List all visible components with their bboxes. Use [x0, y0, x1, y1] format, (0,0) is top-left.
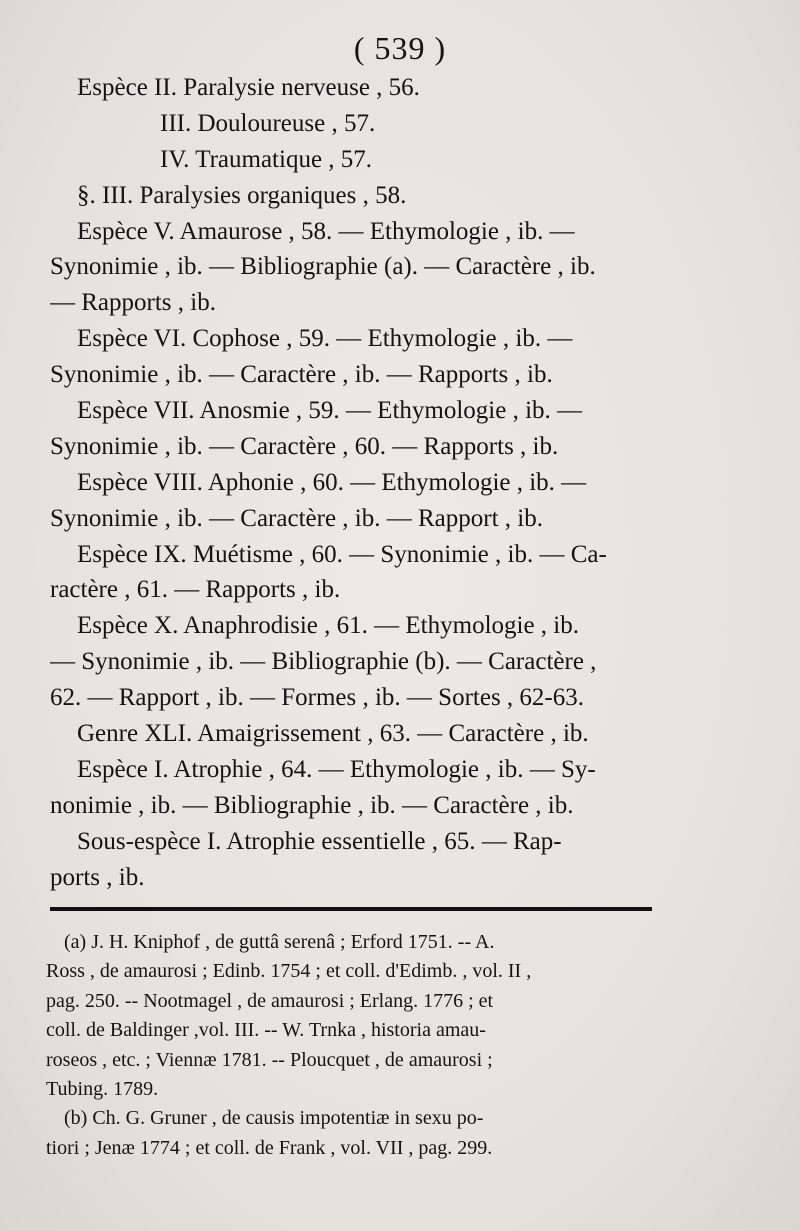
footnote-divider	[50, 907, 652, 911]
footnote-line: coll. de Baldinger ,vol. III. -- W. Trnka , historia amau-	[46, 1019, 486, 1042]
index-line: Genre XLI. Amaigrissement , 63. — Caractère , ib.	[77, 720, 589, 748]
footnote-line: Tubing. 1789.	[46, 1077, 159, 1100]
footnote-line: Ross , de amaurosi ; Edinb. 1754 ; et coll. d'Edimb. , vol. II ,	[46, 960, 532, 983]
index-line: Synonimie , ib. — Caractère , ib. — Rapports , ib.	[50, 361, 553, 389]
index-line: Espèce X. Anaphrodisie , 61. — Ethymologie , ib.	[77, 612, 580, 640]
index-line: ractère , 61. — Rapports , ib.	[50, 576, 341, 604]
footnote-line: pag. 250. -- Nootmagel , de amaurosi ; Erlang. 1776 ; et	[46, 989, 494, 1012]
footnote-line: roseos , etc. ; Viennæ 1781. -- Ploucquet , de amaurosi ;	[46, 1048, 493, 1071]
footnote-line: (a) J. H. Kniphof , de guttâ serenâ ; Erford 1751. -- A.	[64, 931, 495, 953]
index-line: III. Douloureuse , 57.	[160, 109, 376, 137]
index-line: Espèce I. Atrophie , 64. — Ethymologie , ib. — Sy-	[77, 755, 596, 783]
index-line: — Synonimie , ib. — Bibliographie (b). — Caractère ,	[50, 648, 597, 676]
index-line: 62. — Rapport , ib. — Formes , ib. — Sortes , 62-63.	[50, 684, 585, 712]
footnote-line: tiori ; Jenæ 1774 ; et coll. de Frank , vol. VII , pag. 299.	[46, 1136, 493, 1159]
index-line: Espèce II. Paralysie nerveuse , 56.	[77, 74, 420, 101]
index-body	[50, 70, 660, 895]
index-line: Sous-espèce I. Atrophie essentielle , 65. — Rap-	[77, 827, 562, 855]
index-line: Espèce VIII. Aphonie , 60. — Ethymologie , ib. —	[77, 468, 587, 496]
index-line: ports , ib.	[50, 863, 145, 891]
footnotes	[46, 928, 660, 1163]
index-line: Synonimie , ib. — Caractère , ib. — Rapport , ib.	[50, 504, 543, 532]
index-line: §. III. Paralysies organiques , 58.	[77, 181, 407, 209]
index-line: Synonimie , ib. — Bibliographie (a). — Caractère , ib.	[50, 253, 596, 281]
index-line: — Rapports , ib.	[50, 289, 216, 317]
index-line: Espèce VII. Anosmie , 59. — Ethymologie , ib. —	[77, 397, 583, 425]
page-number-header: ( 539 )	[353, 30, 447, 66]
index-line: IV. Traumatique , 57.	[160, 145, 373, 173]
index-line: Synonimie , ib. — Caractère , 60. — Rapports , ib.	[50, 432, 559, 460]
index-line: Espèce VI. Cophose , 59. — Ethymologie , ib. —	[77, 325, 573, 353]
index-line: Espèce V. Amaurose , 58. — Ethymologie , ib. —	[77, 217, 575, 245]
index-line: Espèce IX. Muétisme , 60. — Synonimie , ib. — Ca-	[77, 540, 607, 568]
index-line: nonimie , ib. — Bibliographie , ib. — Caractère , ib.	[50, 791, 574, 819]
footnote-line: (b) Ch. G. Gruner , de causis impotentiæ in sexu po-	[64, 1107, 484, 1130]
